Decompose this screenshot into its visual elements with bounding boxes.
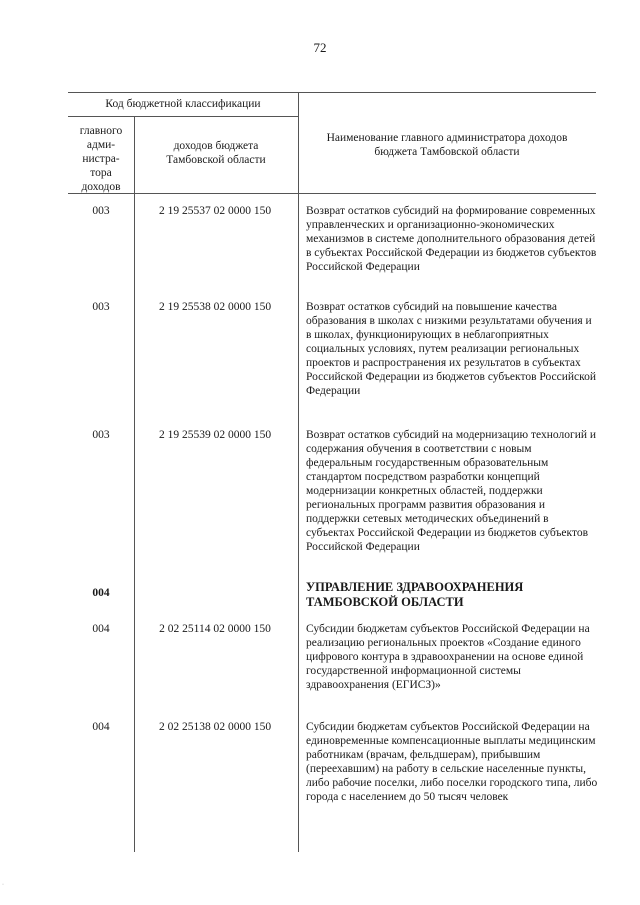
header-income-label: доходов бюджета Тамбовской области [166,140,266,166]
scan-mark: · [2,882,4,888]
table-top-border [68,92,596,93]
row-3-code: 2 19 25539 02 0000 150 [158,429,272,441]
header-group-title: Код бюджетной классификации [105,98,261,110]
section-title-health: УПРАВЛЕНИЕ ЗДРАВООХРАНЕНИЯ ТАМБОВСКОЙ ОБЛАСТИ [306,580,524,609]
row-2-code: 2 19 25538 02 0000 150 [158,301,272,313]
row-5-code: 2 02 25114 02 0000 150 [159,623,271,635]
row-3-admin: 003 [92,429,110,441]
header-admin-label: главного адми-нистра-тора доходов [79,125,123,193]
row-6-code: 2 02 25138 02 0000 150 [158,721,272,733]
header-bottom-border [68,193,596,194]
group-header-divider [68,116,298,117]
row-5-admin: 004 [92,623,110,635]
budget-classification-table [68,92,596,852]
row-1-code: 2 19 25537 02 0000 150 [158,205,272,217]
row-4-admin: 004 [92,587,110,599]
row-5-name: Субсидии бюджетам субъектов Российской Федерации на реализацию региональных проектов «Создание единого цифрового контура в здравоохранении на основе единой государственной информационной системы здравоохранения (ЕГИСЗ)» [306,623,590,691]
row-6-admin: 004 [92,721,110,733]
header-name-column [298,131,596,159]
header-admin-column [68,124,134,194]
header-income-column [134,139,298,167]
divider-admin-code [134,116,135,852]
row-6-name: Субсидии бюджетам субъектов Российской Федерации на единовременные компенсационные выплаты медицинским работникам (врачам, фельдшерам), прибывшим (переехавшим) на работу в сельские населенные пункты, либо рабочие поселки, либо поселки городского типа, либо города с населением до 50 тысяч человек [306,721,598,803]
header-name-label: Наименование главного администратора доходов бюджета Тамбовской области [326,132,568,158]
page-number: 72 [313,40,327,55]
row-2-name: Возврат остатков субсидий на повышение качества образования в школах с низкими результатами обучения и в школах, функционирующих в неблагоприятных социальных условиях, путем реализации региональных проектов и распространения их результатов в субъектах Российской Федерации из бюджетов субъектов Российской Федерации [306,301,597,397]
row-3-name: Возврат остатков субсидий на модернизацию технологий и содержания обучения в соответствии с новым федеральным государственным образовательным стандартом посредством разработки концепций модернизации конкретных областей, поддержки региональных программ развития образования и поддержки сетевых методических объединений в субъектах Российской Федерации из бюджетов субъектов Российской Федерации [306,429,597,553]
row-2-admin: 003 [92,301,110,313]
divider-code-name [298,92,299,852]
row-1-name: Возврат остатков субсидий на формирование современных управленческих и организационно-экономических механизмов в системе дополнительного образования детей в субъектах Российской Федерации из бюджетов субъектов Российской Федерации [306,205,597,273]
row-1-admin: 003 [92,205,110,217]
